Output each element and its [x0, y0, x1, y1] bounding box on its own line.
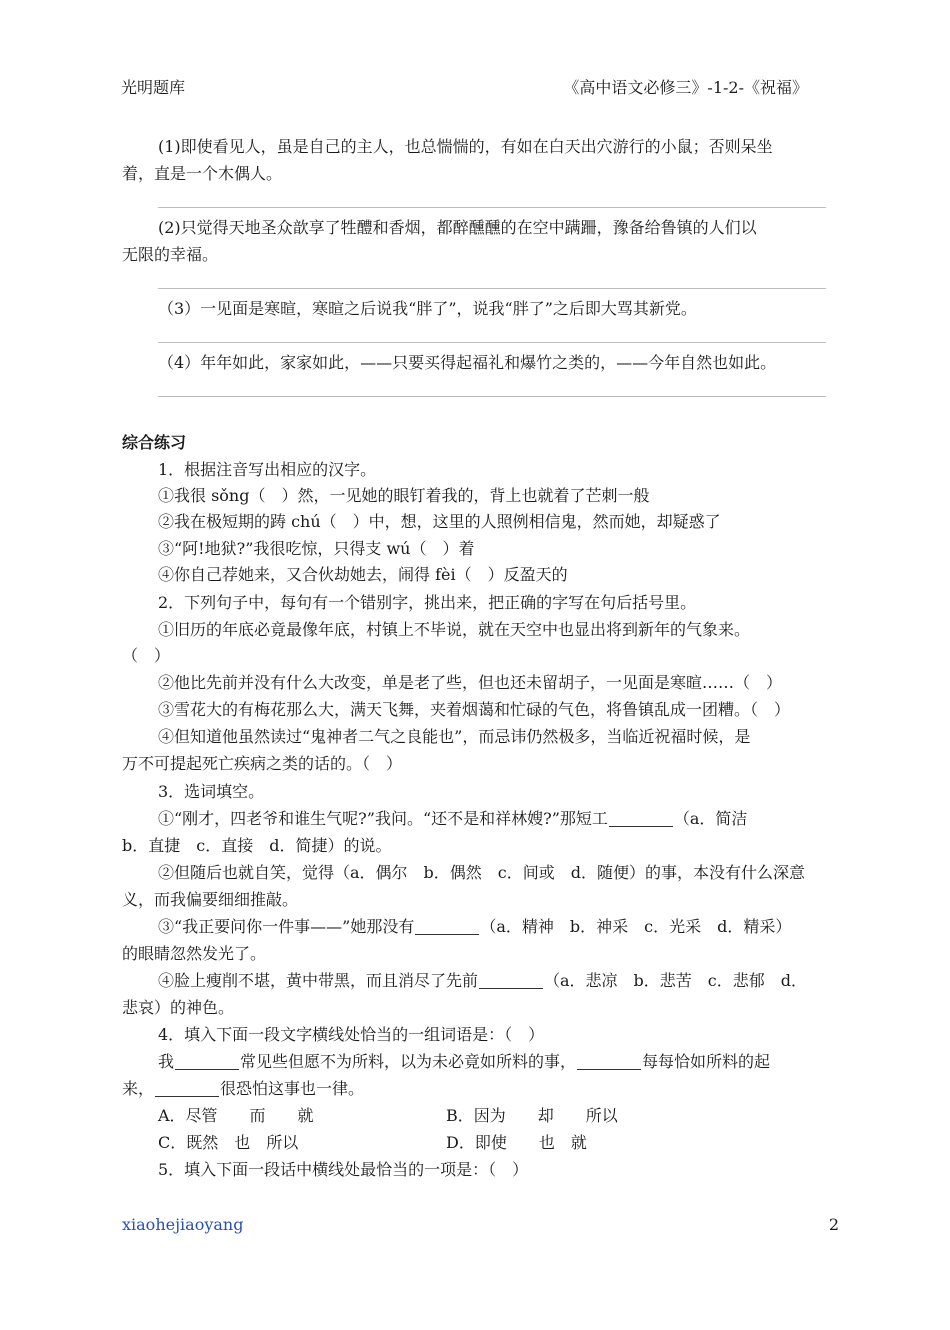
q3-item-4-line-2: 悲哀）的神色。 [122, 998, 235, 1017]
fill-blank[interactable] [609, 810, 673, 827]
q2-item-3: ③雪花大的有梅花那么大，满天飞舞，夹着烟蔼和忙碌的气色，将鲁镇乱成一团糟。（ ） [158, 700, 791, 719]
q3-item-3-options: （a．精神 b．神采 c．光采 d．精采） [480, 917, 792, 936]
q1-item-1: ①我很 sǒng（ ）然，一见她的眼钉着我的，背上也就着了芒刺一般 [158, 486, 650, 505]
answer-line[interactable] [158, 396, 826, 397]
q4-passage-part-4: 来， [122, 1079, 155, 1098]
q4-option-a[interactable]: A．尽管 而 就 [158, 1106, 314, 1125]
q2-item-1-bracket: （ ） [122, 646, 171, 665]
answer-line[interactable] [158, 207, 826, 208]
q1-item-4: ④你自己荐她来，又合伙劫她去，闹得 fèi（ ）反盈天的 [158, 565, 568, 584]
q3-item-1-text: ①“刚才，四老爷和谁生气呢?”我问。“还不是和祥林嫂?”那短工 [158, 809, 608, 828]
q4-passage-part-5: 很恐怕这事也一律。 [220, 1079, 365, 1098]
q3-item-3-line-2: 的眼睛忽然发光了。 [122, 944, 267, 963]
q1-item-2: ②我在极短期的踌 chú（ ）中，想，这里的人照例相信鬼，然而她，却疑惑了 [158, 512, 721, 531]
q3-item-4-text: ④脸上瘦削不堪，黄中带黑，而且消尽了先前 [158, 971, 479, 990]
header-left: 光明题库 [121, 78, 186, 97]
fill-blank[interactable] [175, 1053, 239, 1070]
footer-site: xiaohejiaoyang [122, 1215, 244, 1234]
q3-item-3-text: ③“我正要问你一件事——”她那没有 [158, 917, 415, 936]
section-title: 综合练习 [122, 433, 187, 452]
answer-line[interactable] [158, 288, 826, 289]
q2-item-4-line-2: 万不可提起死亡疾病之类的话的。（ ） [122, 754, 403, 773]
answer-line[interactable] [158, 342, 826, 343]
q1-item-3: ③“阿!地狱?”我很吃惊，只得支 wú（ ）着 [158, 539, 475, 558]
fill-blank[interactable] [577, 1053, 641, 1070]
sentence-1-line-1: (1)即使看见人，虽是自己的主人，也总惴惴的，有如在白天出穴游行的小鼠；否则呆坐 [158, 137, 773, 156]
sentence-1-line-2: 着，直是一个木偶人。 [122, 164, 283, 183]
fill-blank[interactable] [155, 1080, 219, 1097]
q4-passage-part-1: 我 [158, 1052, 175, 1071]
q1-title: 1．根据注音写出相应的汉字。 [158, 460, 377, 479]
q3-item-2-line-1: ②但随后也就自笑，觉得（a．偶尔 b．偶然 c．间或 d．随便）的事，本没有什么深意 [158, 863, 805, 882]
q2-item-1: ①旧历的年底必竟最像年底，村镇上不毕说，就在天空中也显出将到新年的气象来。 [158, 620, 751, 639]
page-number: 2 [828, 1215, 839, 1234]
q4-option-c[interactable]: C．既然 也 所以 [158, 1133, 299, 1152]
q3-item-1-line-2: b．直捷 c．直接 d．简捷）的说。 [122, 836, 392, 855]
q3-title: 3．选词填空。 [158, 782, 265, 801]
header-right: 《高中语文必修三》-1-2-《祝福》 [563, 78, 808, 97]
q4-option-d[interactable]: D．即使 也 就 [446, 1133, 587, 1152]
q4-passage-line-1 [158, 1049, 840, 1075]
q3-item-3-line-1 [158, 914, 840, 940]
q3-item-1-line-1 [158, 806, 840, 832]
q4-option-b[interactable]: B．因为 却 所以 [446, 1106, 618, 1125]
fill-blank[interactable] [415, 918, 479, 935]
sentence-4: （4）年年如此，家家如此，——只要买得起福礼和爆竹之类的，——今年自然也如此。 [158, 353, 777, 372]
q3-item-4-options: （a．悲凉 b．悲苦 c．悲郁 d． [544, 971, 808, 990]
fill-blank[interactable] [479, 972, 543, 989]
q2-item-4-line-1: ④但知道他虽然读过“鬼神者二气之良能也”，而忌讳仍然极多，当临近祝福时候，是 [158, 727, 751, 746]
q3-item-1-options: （a．简洁 [673, 809, 748, 828]
sentence-2-line-2: 无限的幸福。 [122, 245, 219, 264]
q2-item-2: ②他比先前并没有什么大改变，单是老了些，但也还未留胡子，一见面是寒暄……（ ） [158, 673, 783, 692]
q2-title: 2．下列句子中，每句有一个错别字，挑出来，把正确的字写在句后括号里。 [158, 593, 697, 612]
q3-item-2-line-2: 义，而我偏要细细推敲。 [122, 890, 299, 909]
sentence-2-line-1: (2)只觉得天地圣众歆享了牲醴和香烟，都醉醺醺的在空中蹒跚，豫备给鲁镇的人们以 [158, 218, 757, 237]
q5-title: 5．填入下面一段话中横线处最恰当的一项是：（ ） [158, 1160, 529, 1179]
sentence-3: （3）一见面是寒暄，寒暄之后说我“胖了”，说我“胖了”之后即大骂其新党。 [158, 299, 697, 318]
q4-passage-part-3: 每每恰如所料的起 [642, 1052, 771, 1071]
q4-passage-part-2: 常见些但愿不为所料，以为未必竟如所料的事， [240, 1052, 577, 1071]
q4-title: 4．填入下面一段文字横线处恰当的一组词语是：（ ） [158, 1025, 545, 1044]
q4-passage-line-2 [122, 1076, 840, 1102]
q3-item-4-line-1 [158, 968, 840, 994]
